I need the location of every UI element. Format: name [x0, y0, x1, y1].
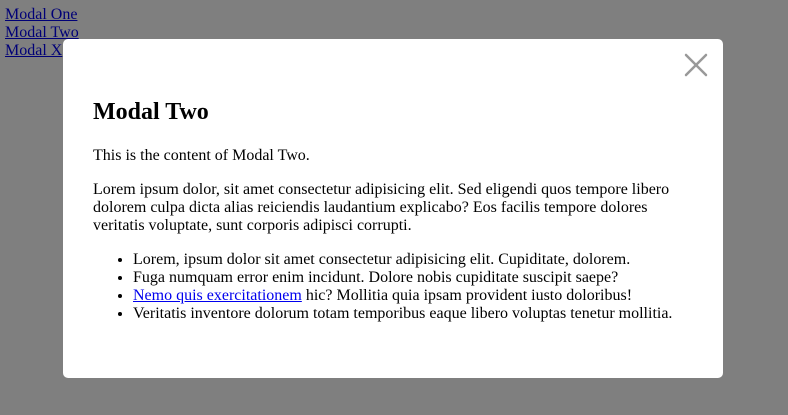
list-item-link[interactable]: Nemo quis exercitationem: [133, 287, 302, 304]
modal-intro: This is the content of Modal Two.: [93, 147, 310, 164]
close-button[interactable]: [683, 52, 709, 78]
list-item-text: hic? Mollitia quia ipsam provident iusto doloribus!: [301, 287, 633, 304]
list-item: [133, 251, 693, 269]
modal-paragraph: Lorem ipsum dolor, sit amet consectetur adipisicing elit. Sed eligendi quos tempore libero dolorem culpa dicta alias reiciendis laudantium explicabo? Eos facilis tempore dolores veritatis voluptate, sunt corporis adipisci corrupti.: [93, 181, 670, 234]
modal-list: [93, 251, 693, 323]
list-item: [133, 305, 693, 323]
list-item: [133, 287, 693, 305]
close-icon: [683, 52, 709, 78]
list-item: [133, 269, 693, 287]
list-item-text: Lorem, ipsum dolor sit amet consectetur adipisicing elit. Cupiditate, dolorem.: [133, 251, 631, 268]
modal-dialog: [63, 39, 723, 378]
list-item-text: Veritatis inventore dolorum totam temporibus eaque libero voluptas tenetur mollitia.: [133, 305, 673, 322]
list-item-text: Fuga numquam error enim incidunt. Dolore nobis cupiditate suscipit saepe?: [133, 269, 619, 286]
modal-title: Modal Two: [93, 99, 209, 125]
